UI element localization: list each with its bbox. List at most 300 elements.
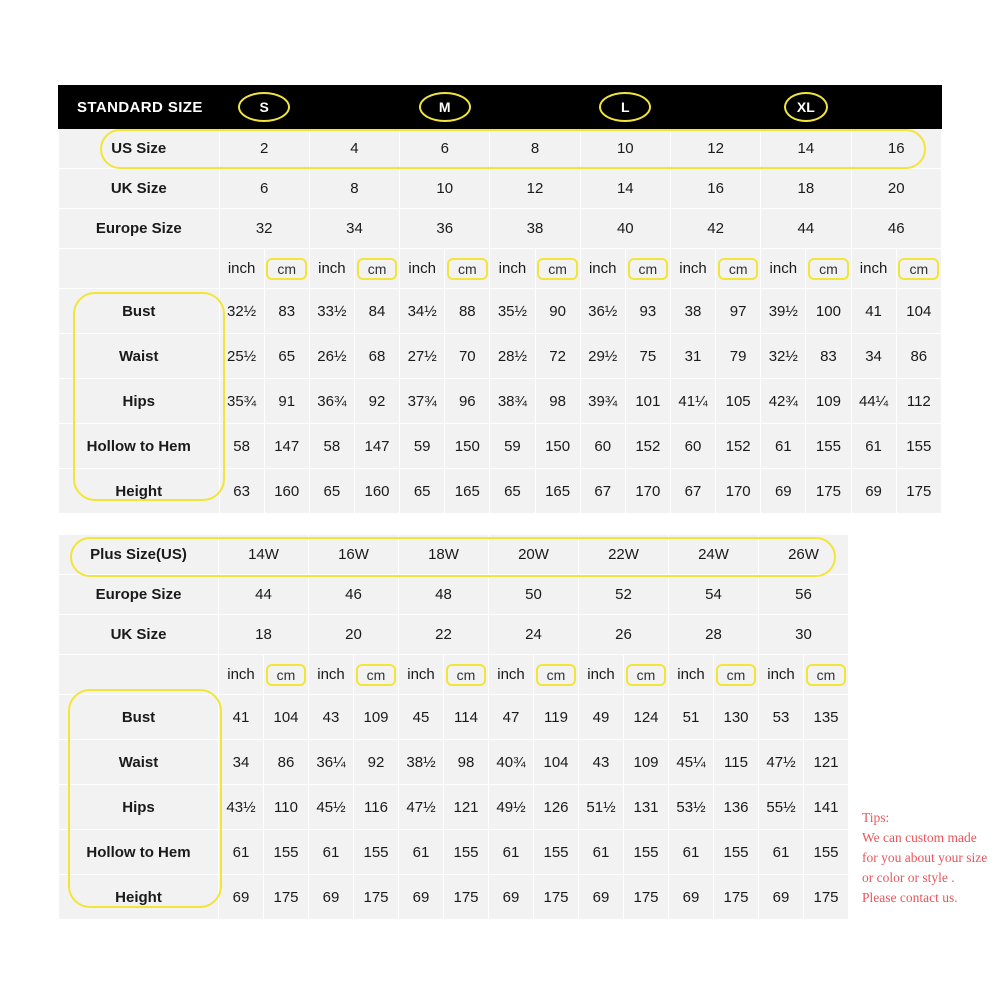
plus-cm-badge-4: cm — [536, 664, 577, 686]
table-row-plus-waist — [59, 740, 849, 785]
cell-plus-uk-5: 26 — [579, 615, 669, 655]
row-label-height: Height — [59, 469, 220, 514]
hips-v8: 98 — [535, 379, 580, 424]
hips-v7: 38¾ — [490, 379, 535, 424]
hips-v6: 96 — [445, 379, 490, 424]
row-label-hips: Hips — [59, 379, 220, 424]
unit-inch-6: inch — [670, 249, 715, 289]
hips-v13: 42¾ — [761, 379, 806, 424]
table-row-us-size — [59, 129, 942, 169]
hips-v14: 109 — [806, 379, 851, 424]
hth-v2: 147 — [264, 424, 309, 469]
hth-v1: 58 — [219, 424, 264, 469]
size-cell-spacer-4 — [851, 86, 942, 129]
plus-waist-v8: 104 — [534, 740, 579, 785]
plus-hgt-v3: 69 — [309, 875, 354, 920]
table-row-plus-bust — [59, 695, 849, 740]
hgt-v13: 69 — [761, 469, 806, 514]
cell-plus-uk-2: 20 — [309, 615, 399, 655]
cell-uk-6: 16 — [670, 169, 760, 209]
tips-line-2: We can custom made — [862, 830, 977, 845]
plus-waist-v10: 109 — [624, 740, 669, 785]
cm-badge-7: cm — [808, 258, 849, 280]
bust-v10: 93 — [625, 289, 670, 334]
table-row-plus-units — [59, 655, 849, 695]
row-label-bust: Bust — [59, 289, 220, 334]
plus-waist-v1: 34 — [219, 740, 264, 785]
hips-v10: 101 — [625, 379, 670, 424]
hth-v14: 155 — [806, 424, 851, 469]
plus-hth-v5: 61 — [399, 830, 444, 875]
plus-unit-inch-7: inch — [759, 655, 804, 695]
hips-v3: 36¾ — [309, 379, 354, 424]
plus-hips-v12: 136 — [714, 785, 759, 830]
plus-unit-cm-3 — [444, 655, 489, 695]
plus-cm-badge-3: cm — [446, 664, 487, 686]
plus-hth-v3: 61 — [309, 830, 354, 875]
hth-v3: 58 — [309, 424, 354, 469]
plus-hgt-v11: 69 — [669, 875, 714, 920]
cell-plus-7: 26W — [759, 535, 849, 575]
standard-size-chart — [58, 85, 942, 509]
plus-hgt-v5: 69 — [399, 875, 444, 920]
table-row-plus-hollow-to-hem — [59, 830, 849, 875]
plus-bust-v14: 135 — [804, 695, 849, 740]
table-row-plus-size-us — [59, 535, 849, 575]
plus-waist-v2: 86 — [264, 740, 309, 785]
size-cell-spacer-3 — [670, 86, 760, 129]
waist-v10: 75 — [625, 334, 670, 379]
row-label-plus-size-us: Plus Size(US) — [59, 535, 219, 575]
plus-bust-v13: 53 — [759, 695, 804, 740]
bust-v4: 84 — [354, 289, 399, 334]
plus-cm-badge-6: cm — [716, 664, 757, 686]
hth-v12: 152 — [716, 424, 761, 469]
row-label-hollow-to-hem: Hollow to Hem — [59, 424, 220, 469]
tips-line-1: Tips: — [862, 810, 890, 825]
cell-uk-5: 14 — [580, 169, 670, 209]
plus-bust-v1: 41 — [219, 695, 264, 740]
plus-unit-cm-4 — [534, 655, 579, 695]
hgt-v2: 160 — [264, 469, 309, 514]
plus-hgt-v12: 175 — [714, 875, 759, 920]
table-row-europe-size — [59, 209, 942, 249]
plus-cm-badge-5: cm — [626, 664, 667, 686]
unit-cm-2 — [354, 249, 399, 289]
bust-v12: 97 — [716, 289, 761, 334]
plus-cm-badge-1: cm — [266, 664, 307, 686]
plus-unit-inch-2: inch — [309, 655, 354, 695]
hips-v15: 44¼ — [851, 379, 896, 424]
row-label-plus-europe-size: Europe Size — [59, 575, 219, 615]
plus-bust-v11: 51 — [669, 695, 714, 740]
table-row-height — [59, 469, 942, 514]
plus-bust-v12: 130 — [714, 695, 759, 740]
unit-cm-1 — [264, 249, 309, 289]
plus-bust-v7: 47 — [489, 695, 534, 740]
cell-eu-5: 40 — [580, 209, 670, 249]
table-row-bust — [59, 289, 942, 334]
cell-eu-6: 42 — [670, 209, 760, 249]
row-label-us-size: US Size — [59, 129, 220, 169]
plus-unit-cm-5 — [624, 655, 669, 695]
plus-size-chart — [58, 534, 848, 914]
cell-plus-eu-5: 52 — [579, 575, 669, 615]
cell-plus-2: 16W — [309, 535, 399, 575]
unit-inch-3: inch — [400, 249, 445, 289]
unit-inch-2: inch — [309, 249, 354, 289]
hips-v11: 41¼ — [670, 379, 715, 424]
plus-hips-v3: 45½ — [309, 785, 354, 830]
cell-uk-2: 8 — [309, 169, 399, 209]
cell-plus-eu-1: 44 — [219, 575, 309, 615]
cm-badge-6: cm — [718, 258, 759, 280]
plus-hips-v1: 43½ — [219, 785, 264, 830]
plus-unit-cm-7 — [804, 655, 849, 695]
plus-hips-v14: 141 — [804, 785, 849, 830]
cell-plus-uk-3: 22 — [399, 615, 489, 655]
cell-plus-6: 24W — [669, 535, 759, 575]
size-cell-s — [219, 86, 309, 129]
plus-waist-v6: 98 — [444, 740, 489, 785]
hth-v10: 152 — [625, 424, 670, 469]
cell-us-3: 6 — [400, 129, 490, 169]
cell-plus-5: 22W — [579, 535, 669, 575]
size-badge-s: S — [238, 92, 290, 122]
hips-v2: 91 — [264, 379, 309, 424]
cell-plus-eu-7: 56 — [759, 575, 849, 615]
hth-v6: 150 — [445, 424, 490, 469]
tips-line-5: Please contact us. — [862, 890, 958, 905]
plus-bust-v4: 109 — [354, 695, 399, 740]
waist-v7: 28½ — [490, 334, 535, 379]
unit-cm-8 — [896, 249, 941, 289]
plus-hips-v2: 110 — [264, 785, 309, 830]
cell-eu-1: 32 — [219, 209, 309, 249]
cm-badge-4: cm — [537, 258, 578, 280]
plus-hips-v7: 49½ — [489, 785, 534, 830]
row-label-plus-waist: Waist — [59, 740, 219, 785]
plus-hth-v7: 61 — [489, 830, 534, 875]
unit-inch-8: inch — [851, 249, 896, 289]
hips-v5: 37¾ — [400, 379, 445, 424]
plus-hips-v9: 51½ — [579, 785, 624, 830]
plus-unit-inch-1: inch — [219, 655, 264, 695]
cell-plus-eu-3: 48 — [399, 575, 489, 615]
plus-unit-inch-4: inch — [489, 655, 534, 695]
cell-us-4: 8 — [490, 129, 580, 169]
hgt-v3: 65 — [309, 469, 354, 514]
waist-v12: 79 — [716, 334, 761, 379]
cell-us-5: 10 — [580, 129, 670, 169]
plus-hgt-v14: 175 — [804, 875, 849, 920]
hgt-v8: 165 — [535, 469, 580, 514]
plus-size-table — [58, 534, 849, 920]
plus-hips-v6: 121 — [444, 785, 489, 830]
waist-v4: 68 — [354, 334, 399, 379]
plus-hth-v14: 155 — [804, 830, 849, 875]
hips-v1: 35¾ — [219, 379, 264, 424]
bust-v13: 39½ — [761, 289, 806, 334]
plus-unit-cm-2 — [354, 655, 399, 695]
row-label-plus-hips: Hips — [59, 785, 219, 830]
plus-waist-v14: 121 — [804, 740, 849, 785]
plus-hips-v4: 116 — [354, 785, 399, 830]
plus-hgt-v4: 175 — [354, 875, 399, 920]
plus-hgt-v2: 175 — [264, 875, 309, 920]
hth-v8: 150 — [535, 424, 580, 469]
hth-v9: 60 — [580, 424, 625, 469]
hgt-v9: 67 — [580, 469, 625, 514]
plus-bust-v6: 114 — [444, 695, 489, 740]
standard-size-table — [58, 85, 942, 514]
plus-hth-v11: 61 — [669, 830, 714, 875]
hips-v4: 92 — [354, 379, 399, 424]
size-badge-xl: XL — [784, 92, 828, 122]
plus-hth-v8: 155 — [534, 830, 579, 875]
plus-unit-cm-1 — [264, 655, 309, 695]
size-badge-m: M — [419, 92, 471, 122]
bust-v1: 32½ — [219, 289, 264, 334]
hth-v4: 147 — [354, 424, 399, 469]
unit-cm-4 — [535, 249, 580, 289]
table-row-units — [59, 249, 942, 289]
row-label-plus-units — [59, 655, 219, 695]
plus-waist-v12: 115 — [714, 740, 759, 785]
cm-badge-2: cm — [357, 258, 398, 280]
tips-note — [862, 808, 992, 908]
waist-v13: 32½ — [761, 334, 806, 379]
cell-eu-2: 34 — [309, 209, 399, 249]
plus-hips-v11: 53½ — [669, 785, 714, 830]
cm-badge-5: cm — [628, 258, 669, 280]
plus-hth-v1: 61 — [219, 830, 264, 875]
plus-hth-v10: 155 — [624, 830, 669, 875]
table-row-plus-hips — [59, 785, 849, 830]
waist-v1: 25½ — [219, 334, 264, 379]
plus-unit-inch-6: inch — [669, 655, 714, 695]
cell-plus-eu-2: 46 — [309, 575, 399, 615]
bust-v9: 36½ — [580, 289, 625, 334]
hth-v7: 59 — [490, 424, 535, 469]
cell-us-8: 16 — [851, 129, 942, 169]
table-row-uk-size — [59, 169, 942, 209]
plus-waist-v7: 40¾ — [489, 740, 534, 785]
plus-bust-v3: 43 — [309, 695, 354, 740]
plus-hips-v5: 47½ — [399, 785, 444, 830]
hgt-v7: 65 — [490, 469, 535, 514]
cell-plus-4: 20W — [489, 535, 579, 575]
table-row-waist — [59, 334, 942, 379]
size-badge-l: L — [599, 92, 651, 122]
unit-cm-7 — [806, 249, 851, 289]
cm-badge-8: cm — [898, 258, 939, 280]
waist-v8: 72 — [535, 334, 580, 379]
hgt-v14: 175 — [806, 469, 851, 514]
tips-line-3: for you about your size — [862, 850, 988, 865]
plus-hgt-v9: 69 — [579, 875, 624, 920]
cell-plus-uk-1: 18 — [219, 615, 309, 655]
waist-v5: 27½ — [400, 334, 445, 379]
waist-v2: 65 — [264, 334, 309, 379]
cell-plus-uk-6: 28 — [669, 615, 759, 655]
cell-us-6: 12 — [670, 129, 760, 169]
hgt-v4: 160 — [354, 469, 399, 514]
cell-plus-uk-4: 24 — [489, 615, 579, 655]
cell-uk-4: 12 — [490, 169, 580, 209]
hgt-v6: 165 — [445, 469, 490, 514]
cell-uk-3: 10 — [400, 169, 490, 209]
waist-v3: 26½ — [309, 334, 354, 379]
chart1-title: STANDARD SIZE — [59, 86, 220, 129]
waist-v11: 31 — [670, 334, 715, 379]
plus-hips-v10: 131 — [624, 785, 669, 830]
plus-hth-v6: 155 — [444, 830, 489, 875]
hth-v5: 59 — [400, 424, 445, 469]
row-label-plus-bust: Bust — [59, 695, 219, 740]
plus-hgt-v1: 69 — [219, 875, 264, 920]
hgt-v1: 63 — [219, 469, 264, 514]
tips-line-4: or color or style . — [862, 870, 955, 885]
plus-waist-v3: 36¼ — [309, 740, 354, 785]
hips-v12: 105 — [716, 379, 761, 424]
table-row-hips — [59, 379, 942, 424]
hips-v9: 39¾ — [580, 379, 625, 424]
hgt-v11: 67 — [670, 469, 715, 514]
cell-plus-eu-6: 54 — [669, 575, 759, 615]
cell-plus-uk-7: 30 — [759, 615, 849, 655]
row-label-plus-hollow-to-hem: Hollow to Hem — [59, 830, 219, 875]
chart1-header-row — [59, 86, 942, 129]
cell-uk-8: 20 — [851, 169, 942, 209]
cell-us-1: 2 — [219, 129, 309, 169]
size-cell-xl — [761, 86, 851, 129]
plus-hgt-v8: 175 — [534, 875, 579, 920]
bust-v5: 34½ — [400, 289, 445, 334]
hgt-v16: 175 — [896, 469, 941, 514]
plus-hips-v8: 126 — [534, 785, 579, 830]
hth-v16: 155 — [896, 424, 941, 469]
hgt-v10: 170 — [625, 469, 670, 514]
bust-v3: 33½ — [309, 289, 354, 334]
cell-us-7: 14 — [761, 129, 851, 169]
cell-eu-3: 36 — [400, 209, 490, 249]
cell-plus-3: 18W — [399, 535, 489, 575]
unit-inch-1: inch — [219, 249, 264, 289]
plus-hgt-v13: 69 — [759, 875, 804, 920]
plus-unit-inch-3: inch — [399, 655, 444, 695]
unit-inch-7: inch — [761, 249, 806, 289]
waist-v6: 70 — [445, 334, 490, 379]
bust-v15: 41 — [851, 289, 896, 334]
plus-hth-v12: 155 — [714, 830, 759, 875]
plus-waist-v9: 43 — [579, 740, 624, 785]
plus-bust-v10: 124 — [624, 695, 669, 740]
waist-v9: 29½ — [580, 334, 625, 379]
plus-hgt-v6: 175 — [444, 875, 489, 920]
waist-v16: 86 — [896, 334, 941, 379]
plus-hth-v9: 61 — [579, 830, 624, 875]
plus-unit-inch-5: inch — [579, 655, 624, 695]
row-label-europe-size: Europe Size — [59, 209, 220, 249]
plus-cm-badge-7: cm — [806, 664, 847, 686]
waist-v15: 34 — [851, 334, 896, 379]
bust-v2: 83 — [264, 289, 309, 334]
table-row-plus-height — [59, 875, 849, 920]
plus-waist-v11: 45¼ — [669, 740, 714, 785]
size-cell-spacer-2 — [490, 86, 580, 129]
plus-unit-cm-6 — [714, 655, 759, 695]
unit-cm-6 — [716, 249, 761, 289]
cell-uk-7: 18 — [761, 169, 851, 209]
row-label-plus-height: Height — [59, 875, 219, 920]
cell-us-2: 4 — [309, 129, 399, 169]
cm-badge-1: cm — [266, 258, 307, 280]
hth-v11: 60 — [670, 424, 715, 469]
hth-v15: 61 — [851, 424, 896, 469]
plus-waist-v4: 92 — [354, 740, 399, 785]
plus-hips-v13: 55½ — [759, 785, 804, 830]
hgt-v12: 170 — [716, 469, 761, 514]
unit-inch-5: inch — [580, 249, 625, 289]
plus-bust-v5: 45 — [399, 695, 444, 740]
unit-cm-3 — [445, 249, 490, 289]
cell-plus-1: 14W — [219, 535, 309, 575]
bust-v11: 38 — [670, 289, 715, 334]
plus-hth-v13: 61 — [759, 830, 804, 875]
row-label-uk-size: UK Size — [59, 169, 220, 209]
bust-v6: 88 — [445, 289, 490, 334]
row-label-units — [59, 249, 220, 289]
waist-v14: 83 — [806, 334, 851, 379]
size-cell-m — [400, 86, 490, 129]
plus-hgt-v10: 175 — [624, 875, 669, 920]
cm-badge-3: cm — [447, 258, 488, 280]
plus-cm-badge-2: cm — [356, 664, 397, 686]
bust-v8: 90 — [535, 289, 580, 334]
plus-hth-v4: 155 — [354, 830, 399, 875]
unit-cm-5 — [625, 249, 670, 289]
cell-uk-1: 6 — [219, 169, 309, 209]
plus-bust-v2: 104 — [264, 695, 309, 740]
plus-waist-v5: 38½ — [399, 740, 444, 785]
bust-v16: 104 — [896, 289, 941, 334]
size-cell-spacer-1 — [309, 86, 399, 129]
cell-eu-8: 46 — [851, 209, 942, 249]
row-label-waist: Waist — [59, 334, 220, 379]
table-row-plus-europe-size — [59, 575, 849, 615]
plus-bust-v9: 49 — [579, 695, 624, 740]
cell-plus-eu-4: 50 — [489, 575, 579, 615]
plus-waist-v13: 47½ — [759, 740, 804, 785]
bust-v7: 35½ — [490, 289, 535, 334]
hgt-v15: 69 — [851, 469, 896, 514]
row-label-plus-uk-size: UK Size — [59, 615, 219, 655]
plus-bust-v8: 119 — [534, 695, 579, 740]
hgt-v5: 65 — [400, 469, 445, 514]
unit-inch-4: inch — [490, 249, 535, 289]
bust-v14: 100 — [806, 289, 851, 334]
hips-v16: 112 — [896, 379, 941, 424]
table-row-hollow-to-hem — [59, 424, 942, 469]
plus-hgt-v7: 69 — [489, 875, 534, 920]
table-row-plus-uk-size — [59, 615, 849, 655]
cell-eu-4: 38 — [490, 209, 580, 249]
plus-hth-v2: 155 — [264, 830, 309, 875]
cell-eu-7: 44 — [761, 209, 851, 249]
hth-v13: 61 — [761, 424, 806, 469]
size-cell-l — [580, 86, 670, 129]
